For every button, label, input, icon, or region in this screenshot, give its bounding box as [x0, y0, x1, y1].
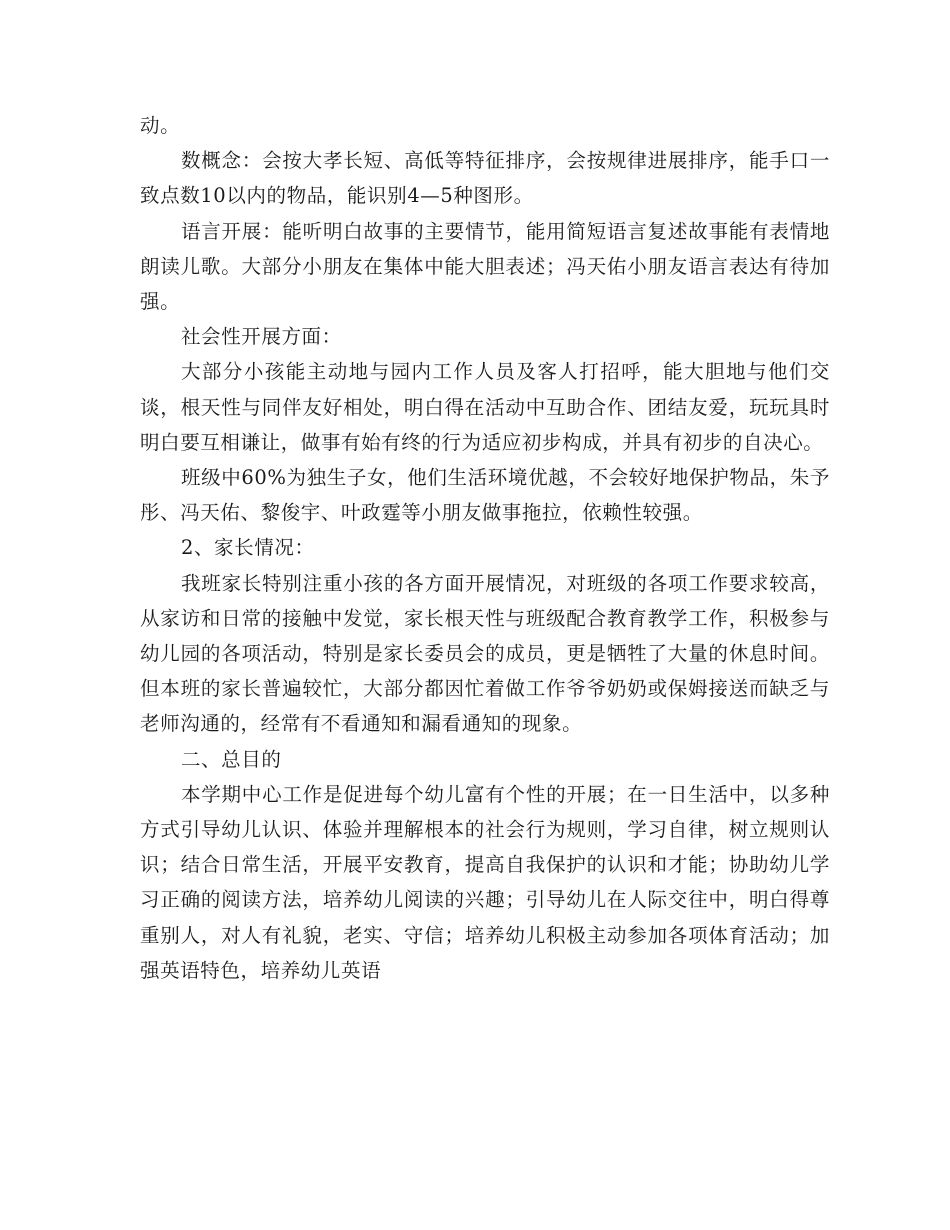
paragraph-only-children: 班级中60%为独生子女，他们生活环境优越，不会较好地保护物品，朱予彤、冯天佑、黎俊宇、叶政霆等小朋友做事拖拉，依赖性较强。 — [140, 466, 830, 525]
paragraph-goals-body: 本学期中心工作是促进每个幼儿富有个性的开展；在一日生活中，以多种方式引导幼儿认识、体验并理解根本的社会行为规则，学习自律，树立规则认识；结合日常生活，开展平安教育，提高自我保护的认识和才能；协助幼儿学习正确的阅读方法，培养幼儿阅读的兴趣；引导幼儿在人际交往中，明白得尊重别人，对人有礼貌，老实、守信；培养幼儿积极主动参加各项体育活动；加强英语特色，培养幼儿英语 — [140, 782, 830, 982]
paragraph-language-development: 语言开展：能听明白故事的主要情节，能用简短语言复述故事能有表情地朗读儿歌。大部分小朋友在集体中能大胆表述；冯天佑小朋友语言表达有待加强。 — [140, 219, 830, 314]
paragraph-social-heading: 社会性开展方面： — [180, 325, 342, 349]
paragraph-number-concept: 数概念：会按大孝长短、高低等特征排序，会按规律进展排序，能手口一致点数10以内的物品，能识别4—5种图形。 — [140, 149, 830, 208]
paragraph-continuation: 动。 — [140, 114, 181, 137]
paragraph-parents-situation: 我班家长特别注重小孩的各方面开展情况，对班级的各项工作要求较高，从家访和日常的接触中发觉，家长根天性与班级配合教育教学工作，积极参与幼儿园的各项活动，特别是家长委员会的成员，更是牺牲了大量的休息时间。但本班的家长普遍较忙，大部分都因忙着做工作爷爷奶奶或保姆接送而缺乏与老师沟通的，经常有不看通知和漏看通知的现象。 — [140, 571, 830, 736]
document-page — [140, 108, 830, 988]
paragraph-social-development: 大部分小孩能主动地与园内工作人员及客人打招呼，能大胆地与他们交谈，根天性与同伴友好相处，明白得在活动中互助合作、团结友爱，玩玩具时明白要互相谦让，做事有始有终的行为适应初步构成，并具有初步的自决心。 — [140, 360, 830, 454]
paragraph-parents-heading: 2、家长情况： — [180, 536, 315, 560]
paragraph-goals-heading: 二、总目的 — [180, 747, 282, 771]
